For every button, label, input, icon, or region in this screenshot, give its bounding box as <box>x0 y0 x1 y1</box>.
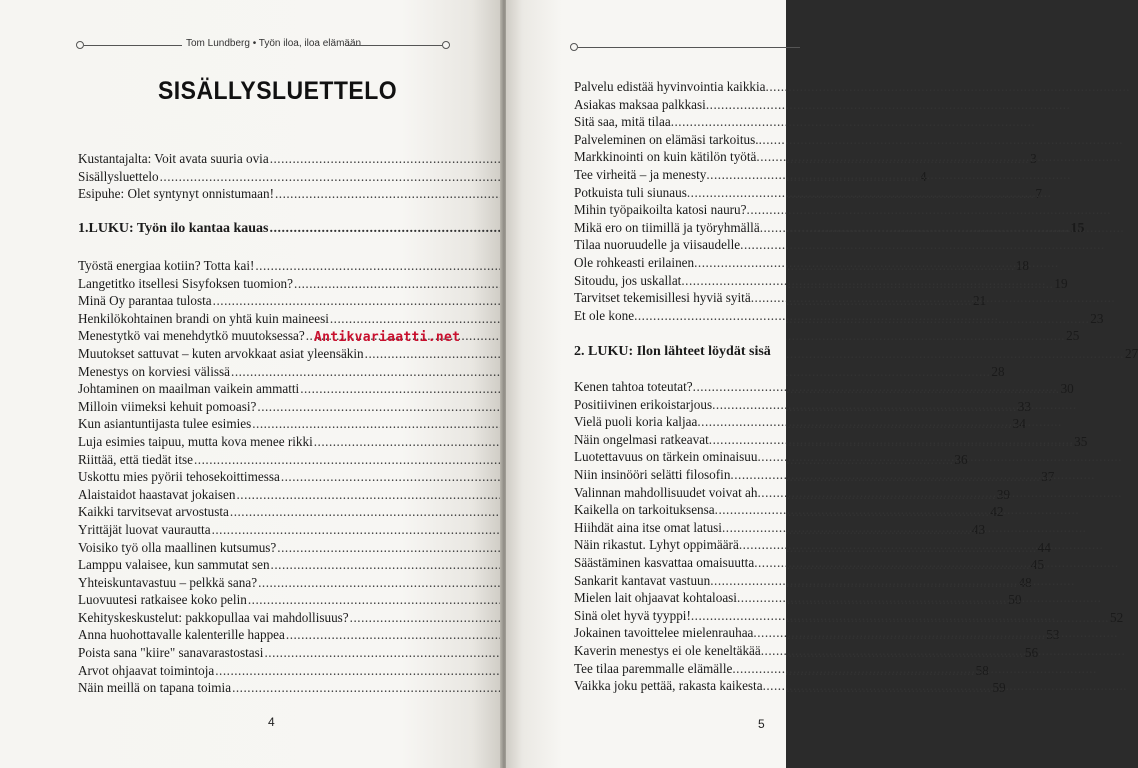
toc-entry-page: 45 <box>1030 557 1045 573</box>
right-chapter-heading: 2. LUKU: Ilon lähteet löydät sisä <box>574 344 771 359</box>
right-toc-entry <box>574 589 874 607</box>
header-right-ornament <box>442 41 450 49</box>
toc-entry-page: 35 <box>1074 433 1088 449</box>
toc-entry-page: 19 <box>1054 275 1068 291</box>
right-toc-entry <box>574 272 874 290</box>
right-toc-entry-title: Palvelu edistää hyvinvointia kaikkia <box>574 79 766 94</box>
leader-dots <box>739 537 1104 552</box>
toc-entry-title: Menestys on korviesi välissä <box>78 363 231 379</box>
leader-dots <box>712 397 1077 412</box>
right-toc-entry-title: Tee tilaa paremmalle elämälle <box>574 660 733 676</box>
toc-entry-title: Työstä energiaa kotiin? Totta kai! <box>78 258 255 273</box>
toc-entry-page: 3 <box>1030 151 1037 166</box>
right-toc-entry <box>574 624 874 642</box>
leader-dots <box>709 432 1074 447</box>
right-toc-entry-title: Kaverin menestys ei ole keneltäkää <box>574 642 761 658</box>
right-toc-entry-title: Markkinointi on kuin kätilön työtä <box>574 149 757 165</box>
chapter-title: 1.LUKU: Työn ilo kantaa kauas <box>78 221 269 236</box>
right-toc-entry <box>574 78 874 96</box>
right-toc-entry <box>574 607 874 625</box>
toc-entry-page: 34 <box>1012 416 1026 432</box>
toc-entry-title: Sisällysluettelo <box>78 168 159 184</box>
toc-entry-title: Kun asiantuntijasta tulee esimies <box>78 416 252 432</box>
right-toc-entry <box>574 219 874 237</box>
right-header-ornament <box>570 43 578 51</box>
page-number-right: 5 <box>758 717 765 731</box>
toc-entry-title: Esipuhe: Olet syntynyt onnistumaan! <box>78 186 274 202</box>
toc-entry-page: 23 <box>1090 310 1104 326</box>
right-toc-entry-title: Näin rikastut. Lyhyt oppimäärä <box>574 537 739 553</box>
toc-entry-title: Yrittäjät luovat vaurautta <box>78 521 211 537</box>
leader-dots <box>751 290 1116 305</box>
toc-entry-title: Riittää, että tiedät itse <box>78 451 193 467</box>
toc-entry-page: 43 <box>971 521 986 537</box>
right-header-rule <box>578 47 800 48</box>
leader-dots <box>706 167 1071 182</box>
toc-entry-page: 28 <box>991 363 1005 379</box>
page-number-left: 4 <box>268 715 275 729</box>
right-running-header <box>570 40 800 54</box>
leader-dots <box>691 608 1056 623</box>
leader-dots <box>759 132 1124 147</box>
right-toc-entry <box>574 642 874 660</box>
toc-entry-title: Muutokset sattuvat – kuten arvokkaat asiat yleensäkin <box>78 345 364 361</box>
right-toc-entry-title: Et ole kone <box>574 307 635 323</box>
header-left-ornament <box>76 41 84 49</box>
toc-entry-page: 53 <box>1046 627 1060 643</box>
right-page <box>506 0 786 768</box>
leader-dots <box>710 573 1075 588</box>
leader-dots <box>747 202 1112 217</box>
toc-entry-title: Kustantajalta: Voit avata suuria ovia <box>78 151 269 166</box>
right-toc-entry <box>574 96 874 114</box>
toc-entry-title: Henkilökohtainen brandi on yhtä kuin maineesi <box>78 310 329 326</box>
leader-dots <box>694 255 1059 270</box>
leader-dots <box>763 678 1128 693</box>
toc-entry-page: 4 <box>919 168 927 184</box>
leader-dots <box>737 590 1102 605</box>
right-toc-entry-title: Ole rohkeasti erilainen <box>574 254 695 270</box>
leader-dots <box>671 114 1036 129</box>
right-toc-entry-title: Vaikka joku pettää, rakasta kaikesta <box>574 678 763 694</box>
watermark-text: Antikvariaatti.net <box>314 330 461 345</box>
right-toc-entry <box>574 396 874 414</box>
leader-dots <box>756 149 1121 164</box>
toc-entry-page: 25 <box>1066 328 1080 344</box>
toc-entry-title: Menestytkö vai menehdytkö muutoksessa? <box>78 328 305 344</box>
toc-entry-title: Luja esimies taipuu, mutta kova menee rikki <box>78 433 313 449</box>
toc-entry-title: Alaistaidot haastavat jokaisen <box>78 486 236 502</box>
right-toc-entry-title: Mihin työpaikoilta katosi nauru? <box>574 202 747 218</box>
leader-dots <box>740 237 1105 252</box>
leader-dots <box>730 467 1095 482</box>
right-toc-entry-title: Kenen tahtoa toteutat? <box>574 379 693 394</box>
leader-dots <box>758 449 1123 464</box>
leader-dots <box>758 485 1123 500</box>
right-toc-chapter-2 <box>574 343 874 361</box>
toc-entry-title: Kaikki tarvitsevat arvostusta <box>78 504 229 520</box>
toc-entry-page: 44 <box>1037 539 1051 555</box>
toc-entry-title: Milloin viimeksi kehuit pomoasi? <box>78 398 257 414</box>
toc-entry-page: 30 <box>1060 381 1074 397</box>
right-toc-entry <box>574 236 874 254</box>
right-toc-entry <box>574 166 874 184</box>
toc-entry-page: 56 <box>1024 645 1039 661</box>
toc-entry-page: 59 <box>992 680 1006 696</box>
toc-entry-page: 42 <box>990 504 1004 520</box>
right-toc-entry-title: Mikä ero on tiimillä ja työryhmällä <box>574 219 760 235</box>
toc-entry-page: 50 <box>1008 592 1022 608</box>
right-toc-entry <box>574 113 874 131</box>
toc-entry-title: Voisiko työ olla maallinen kutsumus? <box>78 539 277 555</box>
running-header <box>76 38 450 52</box>
right-toc-entry <box>574 131 874 149</box>
right-toc-entry <box>574 448 874 466</box>
toc-entry-title: Uskottu mies pyörii tehosekoittimessa <box>78 469 280 485</box>
toc-entry-title: Näin meillä on tapana toimia <box>78 680 232 696</box>
right-toc-entry <box>574 466 874 484</box>
right-toc-entry <box>574 307 874 325</box>
right-toc-entry-title: Potkuista tuli siunaus <box>574 184 687 200</box>
header-rule-right <box>346 45 442 46</box>
toc-entry-title: Poista sana "kiire" sanavarastostasi <box>78 645 264 661</box>
right-toc-entry <box>574 431 874 449</box>
right-toc-entry <box>574 519 874 537</box>
toc-entry-page: 37 <box>1041 469 1055 485</box>
toc-entry-title: Johtaminen on maailman vaikein ammatti <box>78 381 300 397</box>
toc-entry-title: Lamppu valaisee, kun sammutat sen <box>78 557 270 573</box>
leader-dots <box>706 97 1071 112</box>
right-toc-entry <box>574 484 874 502</box>
right-toc-entry-title: Sinä olet hyvä tyyppi! <box>574 607 691 623</box>
leader-dots <box>634 308 999 323</box>
leader-dots <box>697 414 1062 429</box>
right-toc-entry-title: Mielen lait ohjaavat kohtaloasi <box>574 590 737 606</box>
toc-entry-title: Luovuutesi ratkaisee koko pelin <box>78 592 247 608</box>
right-toc-entry-title: Valinnan mahdollisuudet voivat ah <box>574 484 758 500</box>
right-toc-entry-title: Positiivinen erikoistarjous <box>574 396 713 412</box>
header-rule-left <box>84 45 182 46</box>
right-toc-entry <box>574 501 874 519</box>
chapter-page: 15 <box>1070 221 1085 236</box>
right-toc-entry <box>574 413 874 431</box>
toc-entry-page: 52 <box>1110 609 1124 625</box>
leader-dots <box>687 185 1052 200</box>
right-toc-entry-title: Sitä saa, mitä tilaa <box>574 114 671 130</box>
right-toc-entry-title: Vielä puoli koria kaljaa <box>574 414 698 430</box>
right-toc-entry-title: Säästäminen kasvattaa omaisuutta <box>574 554 755 570</box>
right-toc-entry <box>574 572 874 590</box>
right-toc-entry-title: Näin ongelmasi ratkeavat <box>574 431 709 447</box>
leader-dots <box>761 643 1126 658</box>
right-toc-entry-title: Tee virheitä – ja menesty <box>574 166 707 182</box>
right-toc-entry-title: Tilaa nuoruudelle ja viisaudelle <box>574 237 741 253</box>
right-toc-entry <box>574 148 874 166</box>
right-toc-entry <box>574 201 874 219</box>
toc-entry-page: 39 <box>996 486 1011 502</box>
right-toc-entry-title: Sitoudu, jos uskallat <box>574 272 682 288</box>
toc-entry-page: 7 <box>1035 186 1042 202</box>
right-toc-entry-title: Niin insinööri selätti filosofin <box>574 466 731 482</box>
right-toc-entry-title: Hiihdät aina itse omat latusi <box>574 519 722 535</box>
leader-dots <box>754 555 1119 570</box>
right-toc-entry <box>574 554 874 572</box>
leader-dots <box>722 520 1087 535</box>
toc-entry-page: 21 <box>973 293 987 309</box>
toc-entry-page: 48 <box>1018 574 1032 590</box>
toc-entry-title: Yhteiskuntavastuu – pelkkä sana? <box>78 574 258 590</box>
toc-entry-title: Anna huohottavalle kalenterille happea <box>78 627 285 643</box>
toc-entry-page: 18 <box>1015 258 1029 273</box>
page-title: SISÄLLYSLUETTELO <box>158 77 398 105</box>
toc-entry-title: Langetitko itsellesi Sisyfoksen tuomion? <box>78 275 294 291</box>
leader-dots <box>732 661 1097 676</box>
right-toc-entry <box>574 536 874 554</box>
toc-entry-page: 27 <box>1125 345 1138 361</box>
right-toc-entries-top <box>574 78 874 324</box>
right-toc-entry <box>574 289 874 307</box>
right-toc-entry-title: Jokainen tavoittelee mielenrauhaa <box>574 625 754 641</box>
right-toc-entry-title: Sankarit kantavat vastuun <box>574 572 711 588</box>
right-toc-entry <box>574 184 874 202</box>
right-toc-entry-title: Asiakas maksaa palkkasi <box>574 96 706 112</box>
right-toc-entries-bottom <box>574 378 874 695</box>
toc-entry-title: Minä Oy parantaa tulosta <box>78 293 212 309</box>
right-toc-entry <box>574 254 874 272</box>
leader-dots <box>681 273 1046 288</box>
right-toc-entry <box>574 378 874 396</box>
leader-dots <box>693 379 1058 394</box>
toc-entry-page: 36 <box>954 451 968 467</box>
toc-entry-page: 58 <box>975 662 989 678</box>
toc-entry-title: Kehityskeskustelut: pakkopullaa vai mahdollisuus? <box>78 609 349 625</box>
right-toc-entry-title: Palveleminen on elämäsi tarkoitus. <box>574 131 759 147</box>
leader-dots <box>753 625 1118 640</box>
leader-dots <box>715 502 1080 517</box>
leader-dots <box>760 220 1125 235</box>
toc-entry-title: Arvot ohjaavat toimintoja <box>78 662 215 678</box>
toc-entry-page: 33 <box>1017 398 1031 414</box>
right-toc-entry-title: Kaikella on tarkoituksensa <box>574 502 715 518</box>
right-toc-entry <box>574 677 874 695</box>
right-toc-entry-title: Luotettavuus on tärkein ominaisuu <box>574 449 758 465</box>
toc-entry <box>78 363 1005 381</box>
right-toc-entry-title: Tarvitset tekemisillesi hyviä syitä <box>574 290 751 306</box>
right-toc-entry <box>574 660 874 678</box>
leader-dots <box>766 79 1131 94</box>
header-text: Tom Lundberg • Työn iloa, iloa elämään <box>186 38 362 49</box>
